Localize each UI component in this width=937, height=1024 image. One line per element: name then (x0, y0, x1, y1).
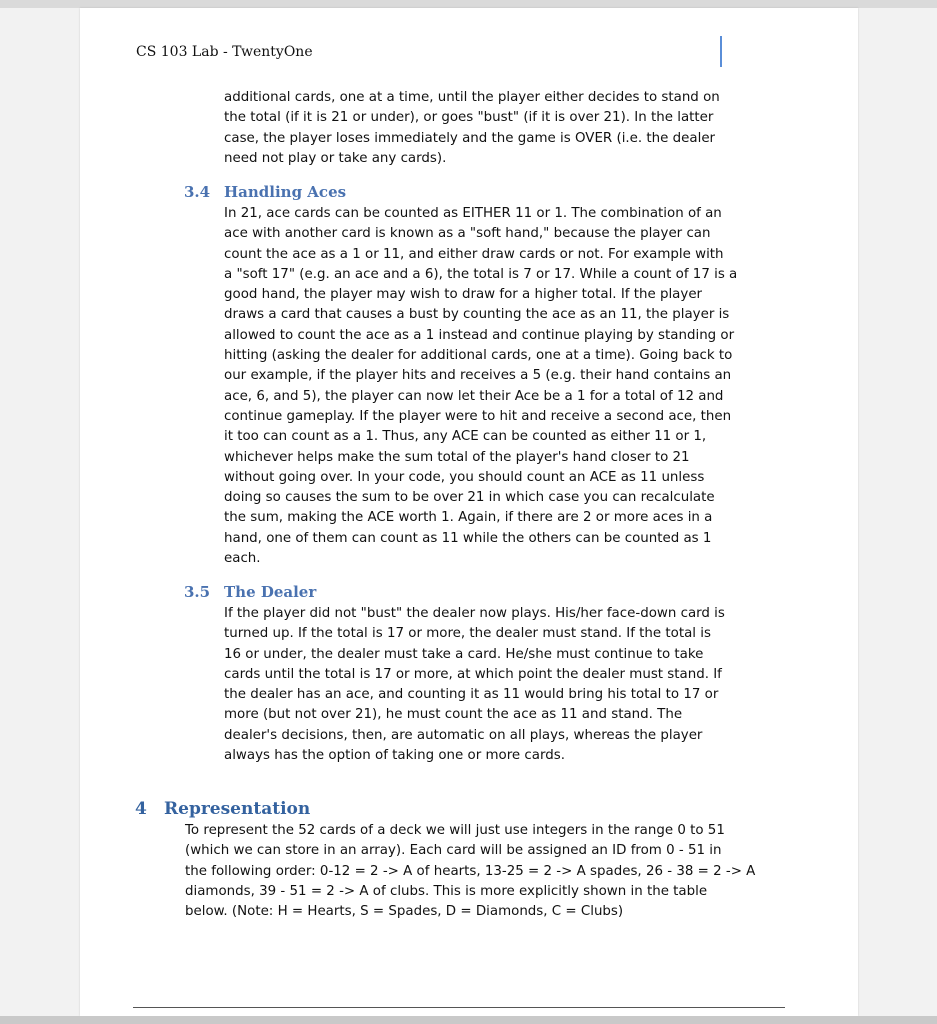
text-line: each. (224, 551, 261, 567)
intro-paragraph (224, 88, 720, 169)
page-header-title: CS 103 Lab - TwentyOne (136, 44, 313, 60)
section-4-heading: Representation (164, 799, 311, 819)
text-line: (which we can store in an array). Each card will be assigned an ID from 0 - 51 in (185, 843, 722, 859)
text-line: always has the option of taking one or more cards. (224, 748, 565, 764)
text-line: whichever helps make the sum total of the player's hand closer to 21 (224, 449, 690, 465)
text-line: hand, one of them can count as 11 while the others can be counted as 1 (224, 530, 712, 546)
text-line: the following order: 0-12 = 2 -> A of hearts, 13-25 = 2 -> A spades, 26 - 38 = 2 -> A (185, 863, 756, 879)
text-cursor (720, 36, 722, 67)
section-3-5-number: 3.5 (184, 583, 211, 601)
text-line: turned up. If the total is 17 or more, the dealer must stand. If the total is (224, 626, 711, 642)
text-line: hitting (asking the dealer for additional cards, one at a time). Going back to (224, 348, 733, 364)
window-bottom-bar (0, 1016, 937, 1024)
section-3-5-paragraph (224, 604, 725, 766)
text-line: the sum, making the ACE worth 1. Again, if there are 2 or more aces in a (224, 510, 713, 526)
text-line: If the player did not "bust" the dealer now plays. His/her face-down card is (224, 606, 725, 621)
text-line: continue gameplay. If the player were to hit and receive a second ace, then (224, 408, 732, 424)
text-line: it too can count as a 1. Thus, any ACE can be counted as either 11 or 1, (224, 429, 707, 445)
text-line: dealer's decisions, then, are automatic on all plays, whereas the player (224, 727, 703, 743)
text-line: In 21, ace cards can be counted as EITHER 11 or 1. The combination of an (224, 206, 722, 221)
section-4-number: 4 (135, 799, 147, 819)
text-line: ace with another card is known as a "soft hand," because the player can (224, 226, 711, 242)
text-line: To represent the 52 cards of a deck we will just use integers in the range 0 to 51 (185, 823, 725, 838)
text-line: below. (Note: H = Hearts, S = Spades, D = Diamonds, C = Clubs) (185, 904, 624, 920)
window-top-bar (0, 0, 937, 8)
text-line: good hand, the player may wish to draw for a higher total. If the player (224, 287, 703, 303)
text-line: draws a card that causes a bust by counting the ace as an 11, the player is (224, 307, 730, 323)
text-line: allowed to count the ace as a 1 instead and continue playing by standing or (224, 327, 735, 343)
text-line: a "soft 17" (e.g. an ace and a 6), the total is 7 or 17. While a count of 17 is a (224, 266, 738, 282)
text-line: count the ace as a 1 or 11, and either draw cards or not. For example with (224, 246, 724, 262)
text-line: case, the player loses immediately and the game is OVER (i.e. the dealer (224, 130, 716, 146)
text-line: the dealer has an ace, and counting it as 11 would bring his total to 17 or (224, 687, 719, 703)
section-3-4-heading: Handling Aces (224, 183, 347, 201)
text-line: additional cards, one at a time, until the player either decides to stand on (224, 90, 720, 105)
text-line: diamonds, 39 - 51 = 2 -> A of clubs. This is more explicitly shown in the table (185, 883, 708, 899)
text-line: ace, 6, and 5), the player can now let their Ace be a 1 for a total of 12 and (224, 388, 724, 404)
section-3-4-paragraph (224, 204, 737, 569)
text-line: need not play or take any cards). (224, 150, 447, 166)
section-3-4-number: 3.4 (184, 183, 211, 201)
text-line: 16 or under, the dealer must take a card. He/she must continue to take (224, 646, 704, 662)
text-line: cards until the total is 17 or more, at which point the dealer must stand. If (224, 666, 722, 682)
section-3-5-heading: The Dealer (224, 583, 317, 601)
text-line: more (but not over 21), he must count the ace as 11 and stand. The (224, 707, 683, 723)
section-4-paragraph (185, 821, 755, 922)
footer-divider (133, 1007, 785, 1008)
text-line: doing so causes the sum to be over 21 in which case you can recalculate (224, 490, 715, 506)
text-line: our example, if the player hits and receives a 5 (e.g. their hand contains an (224, 368, 732, 384)
text-line: the total (if it is 21 or under), or goes "bust" (if it is over 21). In the latter (224, 110, 714, 126)
text-line: without going over. In your code, you should count an ACE as 11 unless (224, 469, 705, 485)
document-page (80, 8, 858, 1016)
